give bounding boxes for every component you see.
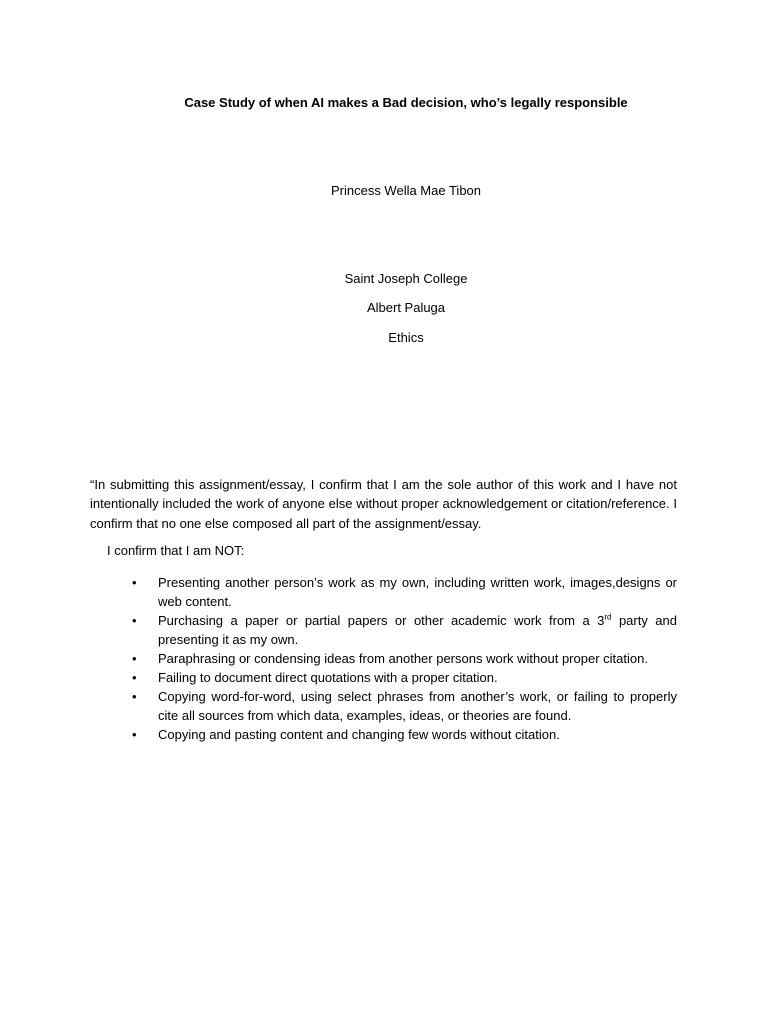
confirm-heading: I confirm that I am NOT: — [107, 543, 245, 558]
bullet-list — [130, 573, 677, 744]
list-item — [130, 573, 677, 611]
ordinal-superscript: rd — [604, 612, 612, 622]
document-title: Case Study of when AI makes a Bad decision, who’s legally responsible — [184, 95, 628, 110]
bullet-icon: • — [132, 613, 137, 628]
instructor-name: Albert Paluga — [366, 300, 446, 315]
list-item-text: Copying and pasting content and changing few words without citation. — [158, 727, 560, 742]
bullet-icon: • — [132, 727, 137, 742]
list-item-text: Paraphrasing or condensing ideas from another persons work without proper citation. — [158, 651, 648, 666]
list-item — [130, 649, 677, 668]
list-item — [130, 687, 677, 725]
subject-name: Ethics — [388, 330, 424, 345]
bullet-icon: • — [132, 689, 137, 704]
author-name: Princess Wella Mae Tibon — [330, 183, 482, 198]
list-item — [130, 668, 677, 687]
bullet-icon: • — [132, 670, 137, 685]
bullet-icon: • — [132, 575, 137, 590]
declaration-paragraph: “In submitting this assignment/essay, I confirm that I am the sole author of this work and I have not intentionally included the work of anyone else without proper acknowledgement or citation/reference. I confirm that no one else composed all part of the assignment/essay. — [90, 477, 677, 531]
list-item-text-start: Purchasing a paper or partial papers or other academic work from a 3 — [158, 613, 605, 628]
list-item — [130, 725, 677, 744]
list-item — [130, 611, 677, 649]
list-item-text: Presenting another person’s work as my own, including written work, images,designs or web content. — [158, 575, 677, 609]
list-item-text: Copying word-for-word, using select phrases from another’s work, or failing to properly cite all sources from which data, examples, ideas, or theories are found. — [158, 689, 677, 723]
list-item-text: Failing to document direct quotations with a proper citation. — [158, 670, 498, 685]
college-name: Saint Joseph College — [344, 271, 468, 286]
bullet-icon: • — [132, 651, 137, 666]
list-item-text-end: party and presenting it as my own. — [158, 613, 677, 647]
